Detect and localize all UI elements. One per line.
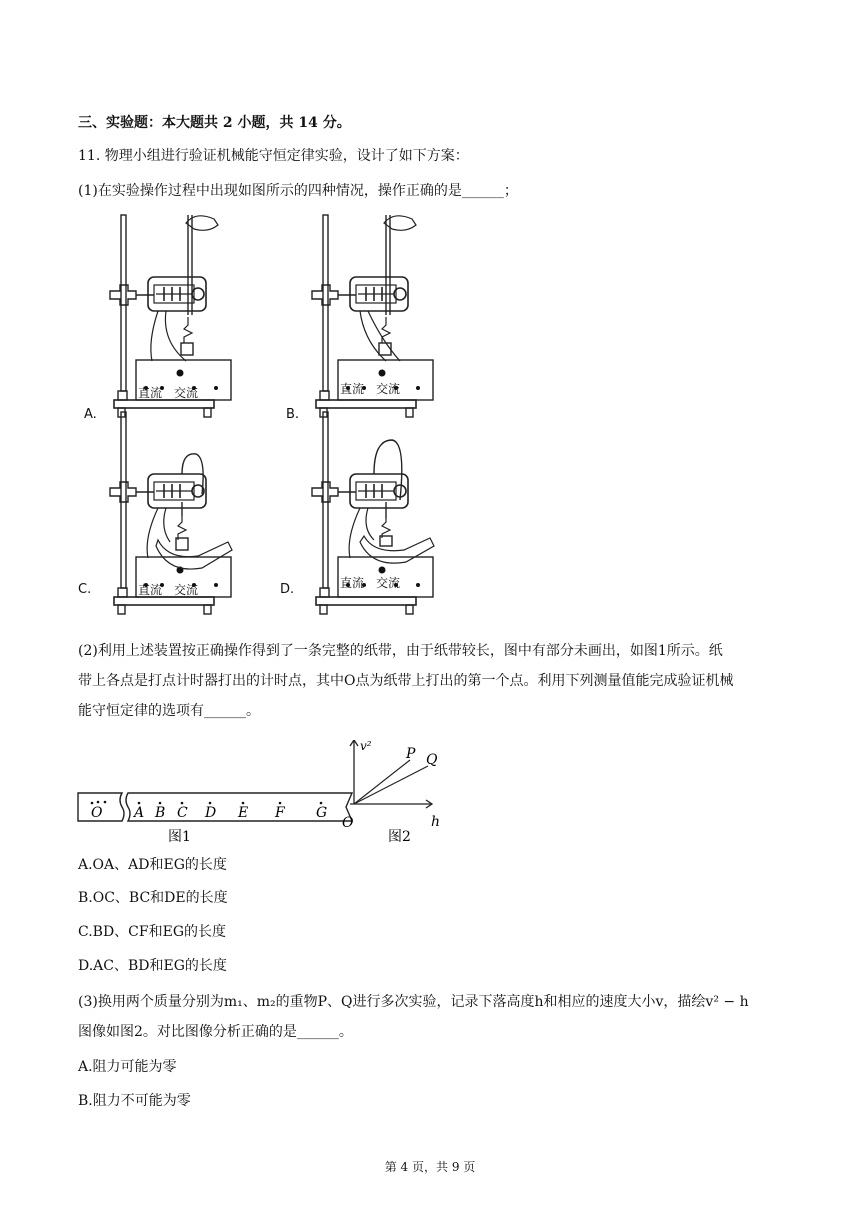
figure-b — [312, 215, 433, 417]
figure-label-d: D. — [280, 582, 295, 597]
tape-point-b: B — [155, 805, 166, 821]
part1-question: (1)在实验操作过程中出现如图所示的四种情况，操作正确的是______； — [78, 183, 518, 199]
panel-text-dc-a: 直流 — [138, 386, 163, 400]
tape-point-f: F — [275, 805, 285, 821]
panel-text-dc-c: 直流 — [138, 583, 163, 597]
graph-y-label: v² — [360, 740, 372, 753]
figure-label-b: B. — [286, 407, 300, 422]
figure-d — [312, 412, 434, 614]
tape-point-d: D — [205, 805, 217, 821]
fig1-caption: 图1 — [168, 829, 191, 845]
question-stem: 11. 物理小组进行验证机械能守恒定律实验，设计了如下方案： — [78, 148, 469, 164]
part3-line-1: (3)换用两个质量分别为m₁、m₂的重物P、Q进行多次实验，记录下落高度h和相应的速度大小v，描绘v² − h — [78, 994, 749, 1010]
part3-line-2: 图像如图2。对比图像分析正确的是______。 — [78, 1024, 353, 1040]
tape-point-a: A — [134, 805, 145, 821]
tape-point-o: O — [91, 805, 103, 821]
section-heading: 三、实验题：本大题共 2 小题，共 14 分。 — [78, 115, 351, 131]
part2-option-c: C.BD、CF和EG的长度 — [78, 924, 227, 940]
graph-p-label: P — [406, 746, 416, 762]
graph-q-label: Q — [426, 752, 438, 768]
part2-option-b: B.OC、BC和DE的长度 — [78, 890, 228, 906]
tape-point-e: E — [238, 805, 249, 821]
part2-option-a: A.OA、AD和EG的长度 — [78, 857, 227, 873]
part2-line-3: 能守恒定律的选项有______。 — [78, 703, 260, 719]
panel-text-ac-d: 交流 — [376, 576, 401, 590]
part2-option-d: D.AC、BD和EG的长度 — [78, 958, 227, 974]
part3-option-b: B.阻力不可能为零 — [78, 1093, 191, 1109]
fig2-caption: 图2 — [388, 829, 411, 845]
figure-a — [110, 215, 231, 417]
panel-text-ac-b: 交流 — [376, 382, 401, 396]
panel-text-ac-a: 交流 — [174, 386, 199, 400]
part2-line-1: (2)利用上述装置按正确操作得到了一条完整的纸带，由于纸带较长，图中有部分未画出，如图1所示。纸 — [78, 643, 723, 659]
tape-point-c: C — [177, 805, 188, 821]
figure-label-a: A. — [84, 407, 97, 422]
tape-figure — [76, 740, 456, 850]
graph-origin-label: O — [342, 815, 354, 831]
panel-text-ac-c: 交流 — [174, 583, 199, 597]
panel-text-dc-b: 直流 — [340, 382, 365, 396]
graph-x-label: h — [431, 814, 441, 830]
figure-c — [110, 412, 232, 614]
part3-question — [78, 987, 788, 1047]
tape-point-g: G — [316, 805, 328, 821]
panel-text-dc-d: 直流 — [340, 576, 365, 590]
page-footer: 第 4 页，共 9 页 — [384, 1160, 476, 1174]
part2-line-2: 带上各点是打点计时器打出的计时点，其中O点为纸带上打出的第一个点。利用下列测量值能完成验证机械 — [78, 673, 734, 689]
part3-option-a: A.阻力可能为零 — [78, 1059, 177, 1075]
part2-question — [78, 636, 788, 726]
figure-label-c: C. — [78, 582, 92, 597]
